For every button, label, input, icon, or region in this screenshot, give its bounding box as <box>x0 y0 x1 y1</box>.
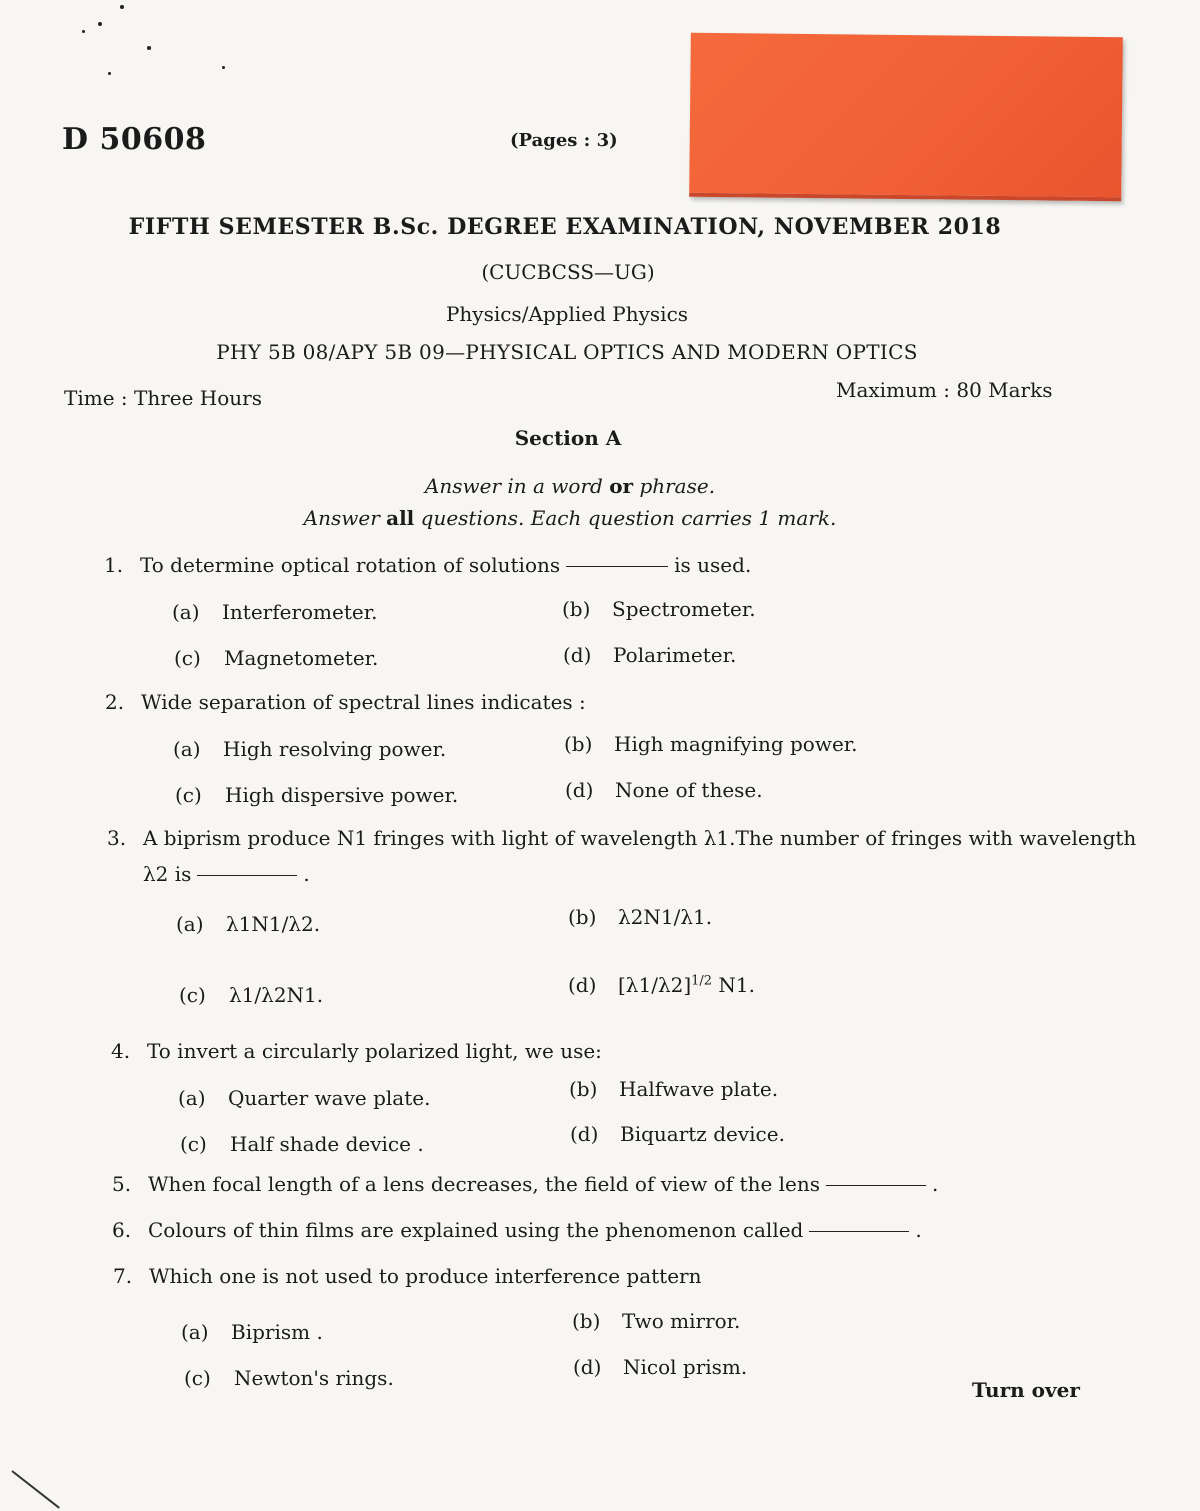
q3-option-d: (d) $[\lambda 1/\lambda 2]^{1/2}$ N1. <box>568 973 756 997</box>
q2-option-b: (b) High magnifying power. <box>564 732 858 756</box>
question-5: 5. When focal length of a lens decreases, the field of view of the lens . <box>112 1172 939 1196</box>
scan-speck <box>147 46 151 50</box>
q2-option-c: (c) High dispersive power. <box>175 783 459 807</box>
q7-option-d: (d) Nicol prism. <box>573 1355 748 1379</box>
q2-option-d: (d) None of these. <box>565 778 763 802</box>
exam-title: FIFTH SEMESTER B.Sc. DEGREE EXAMINATION, NOVEMBER 2018 <box>128 214 1002 240</box>
scan-speck <box>222 66 225 69</box>
exam-subject: Physics/Applied Physics <box>445 302 689 326</box>
q7-option-a: (a) Biprism . <box>181 1320 323 1344</box>
q1-option-a: (a) Interferometer. <box>172 600 378 624</box>
q1-option-b: (b) Spectrometer. <box>562 597 756 621</box>
q1-option-d: (d) Polarimeter. <box>563 643 737 667</box>
instruction-line-2: Answer all questions. Each question carries 1 mark. <box>303 506 837 530</box>
turn-over-note: Turn over <box>972 1378 1080 1402</box>
q7-option-b: (b) Two mirror. <box>572 1309 741 1333</box>
scan-speck <box>108 72 111 75</box>
q3-option-a: (a) λ1N1/λ2. <box>176 912 321 936</box>
exam-time: Time : Three Hours <box>64 386 262 410</box>
instruction-line-1: Answer in a word or phrase. <box>424 474 716 498</box>
q2-option-a: (a) High resolving power. <box>173 737 447 761</box>
q4-option-a: (a) Quarter wave plate. <box>178 1086 431 1110</box>
section-title: Section A <box>514 426 622 450</box>
question-7: 7. Which one is not used to produce interference pattern <box>113 1264 702 1288</box>
question-2: 2. Wide separation of spectral lines indicates : <box>105 690 586 714</box>
scan-speck <box>120 5 124 9</box>
redaction-sticker <box>689 33 1123 202</box>
q7-option-c: (c) Newton's rings. <box>184 1366 394 1390</box>
q3-option-b: (b) λ2N1/λ1. <box>568 905 713 929</box>
scan-speck <box>98 22 102 26</box>
question-6: 6. Colours of thin films are explained using the phenomenon called . <box>112 1218 922 1242</box>
question-3: 3. A biprism produce N1 fringes with light of wavelength λ1.The number of fringes with wavelength <box>107 826 1137 850</box>
q4-option-c: (c) Half shade device . <box>180 1132 424 1156</box>
scan-mark <box>11 1470 60 1509</box>
q4-option-b: (b) Halfwave plate. <box>569 1077 779 1101</box>
max-marks: Maximum : 80 Marks <box>836 378 1053 402</box>
question-3-line-2: λ2 is . <box>143 862 310 886</box>
question-4: 4. To invert a circularly polarized light, we use: <box>111 1039 602 1063</box>
q1-option-c: (c) Magnetometer. <box>174 646 379 670</box>
paper-code: D 50608 <box>62 122 207 157</box>
scan-speck <box>82 30 85 33</box>
q3-option-c: (c) λ1/λ2N1. <box>179 983 324 1007</box>
exam-scheme: (CUCBCSS—UG) <box>481 260 655 284</box>
q4-option-d: (d) Biquartz device. <box>570 1122 785 1146</box>
paper-name: PHY 5B 08/APY 5B 09—PHYSICAL OPTICS AND MODERN OPTICS <box>216 340 918 364</box>
page-count: (Pages : 3) <box>510 130 618 151</box>
question-1: 1. To determine optical rotation of solutions is used. <box>104 553 752 577</box>
